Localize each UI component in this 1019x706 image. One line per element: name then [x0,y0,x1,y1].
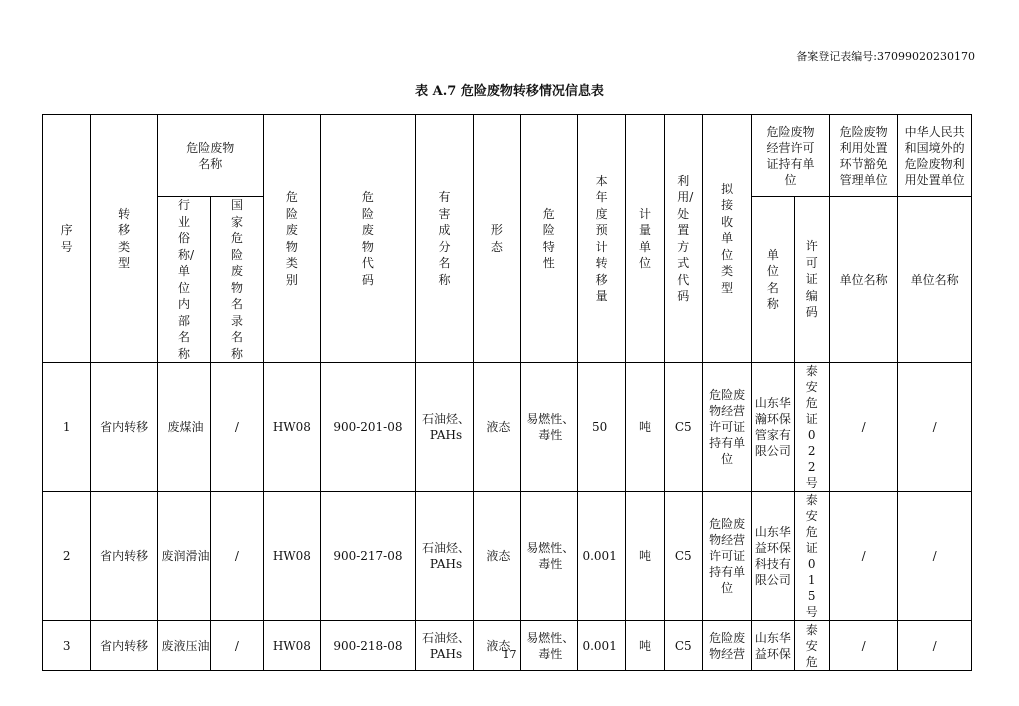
header-method-code: 利用/处置方式代码 [664,115,702,363]
table-title: 表 A.7 危险废物转移情况信息表 [415,84,604,99]
cell-code: 900-218-08 [321,621,416,671]
waste-transfer-table [42,114,972,671]
cell-amount: 50 [577,363,625,492]
cell-exempt-unit: / [829,621,898,671]
header-hazard: 危险特性 [520,115,577,363]
cell-unit-name: 山东华益环保科技有限公司 [752,492,794,621]
cell-receiver-type: 危险废物经营许可证持有单位 [702,492,751,621]
cell-code: 900-217-08 [321,492,416,621]
header-unit-name: 单位名称 [752,197,794,363]
cell-seq: 2 [43,492,91,621]
header-seq: 序号 [43,115,91,363]
header-annual-amount: 本年度预计转移量 [577,115,625,363]
cell-form: 液态 [474,621,520,671]
header-receiver-type: 拟接收单位类型 [702,115,751,363]
header-exempt-unit-name: 单位名称 [829,197,898,363]
cell-license-no: 泰安危证022号 [794,363,829,492]
table-row [43,621,972,671]
cell-receiver-type: 危险废物经营许可证持有单位 [702,363,751,492]
cell-method-code: C5 [664,363,702,492]
cell-unit: 吨 [626,621,664,671]
cell-overseas-unit: / [898,363,972,492]
table-row [43,363,972,492]
cell-harmful: 石油烃、PAHs [415,621,473,671]
cell-industry-name: 废煤油 [157,363,210,492]
table-row [43,492,972,621]
cell-harmful: 石油烃、PAHs [415,492,473,621]
page-number: 17 [502,648,517,661]
cell-unit-name: 山东华瀚环保管家有限公司 [752,363,794,492]
cell-industry-name: 废液压油 [157,621,210,671]
cell-transfer-type: 省内转移 [91,492,158,621]
cell-overseas-unit: / [898,492,972,621]
cell-receiver-type: 危险废物经营 [702,621,751,671]
cell-category: HW08 [263,492,320,621]
cell-license-no: 泰安危 [794,621,829,671]
header-form: 形态 [474,115,520,363]
header-category: 危险废物类别 [263,115,320,363]
cell-method-code: C5 [664,492,702,621]
header-transfer-type: 转移类型 [91,115,158,363]
cell-catalog-name: / [211,492,263,621]
cell-hazard: 易燃性、毒性 [520,621,577,671]
header-license-no: 许可证编码 [794,197,829,363]
cell-form: 液态 [474,492,520,621]
cell-catalog-name: / [211,621,263,671]
cell-catalog-name: / [211,363,263,492]
cell-code: 900-201-08 [321,363,416,492]
header-exempt: 危险废物利用处置环节豁免管理单位 [829,115,898,197]
cell-overseas-unit: / [898,621,972,671]
cell-transfer-type: 省内转移 [91,621,158,671]
cell-amount: 0.001 [577,621,625,671]
cell-method-code: C5 [664,621,702,671]
cell-harmful: 石油烃、PAHs [415,363,473,492]
cell-seq: 1 [43,363,91,492]
cell-transfer-type: 省内转移 [91,363,158,492]
header-industry-name: 行业俗称/单位内部名称 [157,197,210,363]
cell-industry-name: 废润滑油 [157,492,210,621]
header-overseas-unit-name: 单位名称 [898,197,972,363]
cell-form: 液态 [474,363,520,492]
cell-unit: 吨 [626,492,664,621]
cell-hazard: 易燃性、毒性 [520,492,577,621]
header-catalog-name: 国家危险废物名录名称 [211,197,263,363]
registration-number: 备案登记表编号:37099020230170 [796,50,975,63]
cell-category: HW08 [263,621,320,671]
header-code: 危险废物代码 [321,115,416,363]
cell-seq: 3 [43,621,91,671]
cell-unit-name: 山东华益环保 [752,621,794,671]
cell-unit: 吨 [626,363,664,492]
cell-license-no: 泰安危证015号 [794,492,829,621]
cell-exempt-unit: / [829,492,898,621]
cell-category: HW08 [263,363,320,492]
header-unit: 计量单位 [626,115,664,363]
header-waste-name: 危险废物名称 [157,115,263,197]
cell-amount: 0.001 [577,492,625,621]
cell-hazard: 易燃性、毒性 [520,363,577,492]
header-overseas: 中华人民共和国境外的危险废物利用处置单位 [898,115,972,197]
header-harmful: 有害成分名称 [415,115,473,363]
cell-exempt-unit: / [829,363,898,492]
header-licensed-holder: 危险废物经营许可证持有单位 [752,115,830,197]
